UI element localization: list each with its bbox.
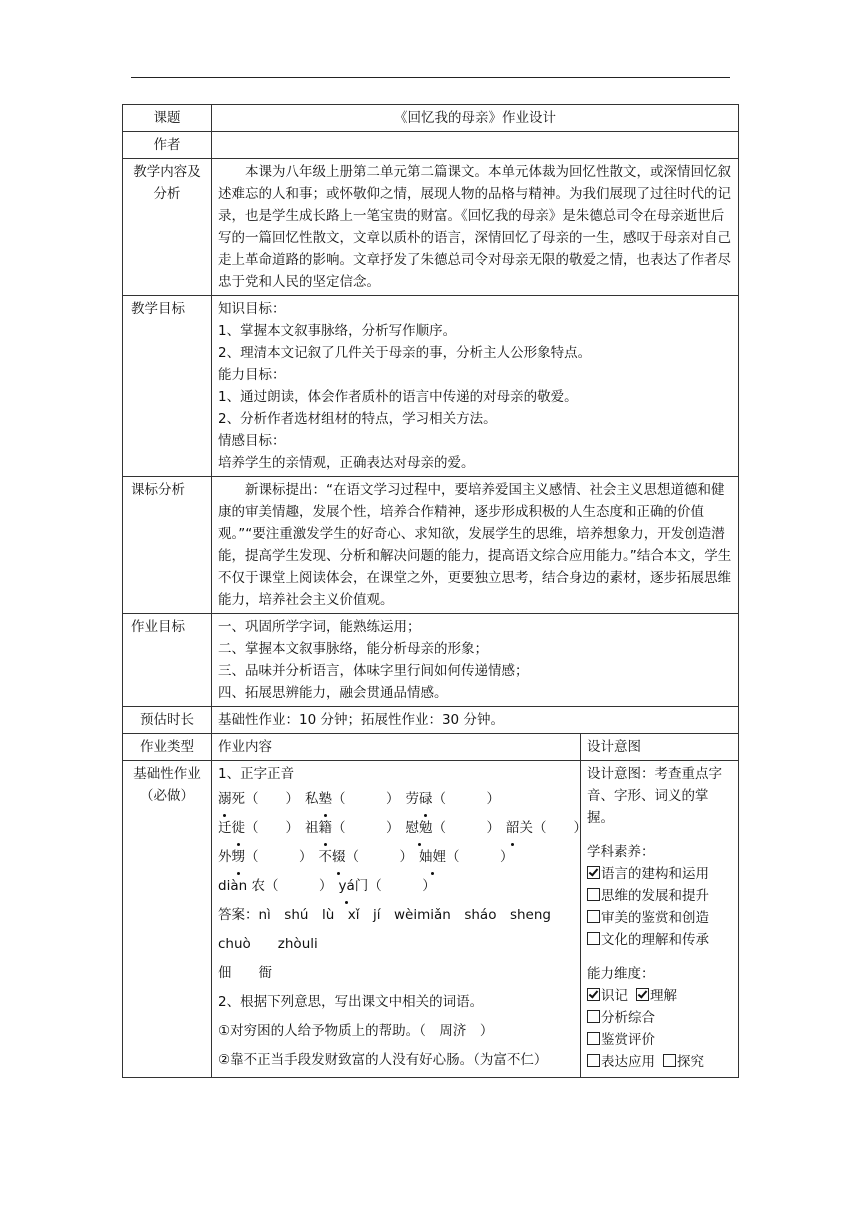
dotted-character: 溺: [218, 785, 232, 814]
checkbox-item: [587, 885, 732, 907]
checkbox-item: [587, 985, 628, 1007]
pronounce-item: [218, 878, 332, 894]
header-rule: [131, 77, 730, 78]
checkbox-item: [587, 929, 732, 951]
goals-line: 能力目标：: [218, 367, 286, 383]
hw-goal-line: 二、掌握本文叙事脉络，能分析母亲的形象；: [218, 641, 488, 657]
goals-line: 培养学生的亲情观，正确表达对母亲的爱。: [218, 455, 475, 471]
content-header: 作业内容: [212, 734, 581, 761]
unchecked-box-icon[interactable]: [587, 888, 600, 901]
hw-goal-line: 一、巩固所学字词，能熟练运用；: [218, 619, 421, 635]
pronounce-blank: （ ）: [432, 791, 500, 807]
ability-title: 能力维度：: [587, 966, 655, 982]
pronounce-blank: （ ）: [245, 849, 313, 865]
standard-label: 课标分析: [123, 477, 212, 614]
unchecked-box-icon[interactable]: [587, 932, 600, 945]
pronounce-text: 不: [318, 849, 332, 865]
hw-goal-list: [212, 614, 739, 707]
goals-list: [212, 296, 739, 477]
standard-text: 新课标提出：“在语文学习过程中，要培养爱国主义感情、社会主义思想道德和健康的审美情趣，发展个性，培养合作精神，逐步形成积极的人生态度和正确的价值观。”“要注重激发学生的好奇心、求知欲，发展学生的思维，培养想象力，开发创造潜能，提高学生发现、分析和解决问题的能力，提高语文综合应用能力。”结合本文，学生不仅于课堂上阅读体会，在课堂之外，更要独立思考，结合身边的素材，逐步拓展思维能力，培养社会主义价值观。: [218, 482, 732, 608]
dotted-character: 碌: [419, 785, 433, 814]
pronounce-item: [406, 820, 501, 836]
dotted-character: 韶: [506, 814, 520, 843]
checkbox-label: 表达应用: [601, 1054, 655, 1070]
pronounce-blank: （ ）: [245, 820, 299, 836]
checkbox-item: [587, 1051, 655, 1073]
row-goals: [123, 296, 739, 477]
goals-line: 2、分析作者选材组材的特点，学习相关方法。: [218, 411, 497, 427]
goals-line: 情感目标：: [218, 433, 286, 449]
topic-label: 课题: [123, 105, 212, 132]
unchecked-box-icon[interactable]: [587, 910, 600, 923]
dotted-character: 慰勉: [406, 814, 433, 843]
q2-item-1: ①对穷困的人给予物质上的帮助。（ 周济 ）: [218, 1023, 494, 1039]
q1-row-1: [218, 785, 574, 814]
pronounce-item: [305, 791, 400, 807]
literacy-title: 学科素养：: [587, 844, 655, 860]
pronounce-blank: （ ）: [332, 820, 400, 836]
q2-item-2: ②靠不正当手段发财致富的人没有好心肠。（为富不仁）: [218, 1052, 548, 1068]
pronounce-blank: （ ）: [432, 820, 500, 836]
pronounce-blank: 死（ ）: [231, 791, 299, 807]
checkbox-item: [587, 907, 732, 929]
hw-goal-line: 三、品味并分析语言，体味字里行间如何传递情感；: [218, 663, 529, 679]
ability-list: [587, 985, 732, 1073]
checked-box-icon[interactable]: [587, 866, 600, 879]
dotted-character: 徙: [232, 814, 246, 843]
q1-answer: [218, 901, 574, 930]
pronounce-item: [406, 791, 501, 807]
row-headers: [123, 734, 739, 761]
q2-title: 2、根据下列意思，写出课文中相关的词语。: [218, 994, 484, 1010]
type-header: 作业类型: [123, 734, 212, 761]
hw-goal-label: 作业目标: [123, 614, 212, 707]
pronounce-item: [338, 878, 435, 894]
pronounce-text: 祖: [305, 820, 319, 836]
pronounce-blank: 门（ ）: [354, 878, 436, 894]
row-author: [123, 132, 739, 159]
goals-line: 1、掌握本文叙事脉络，分析写作顺序。: [218, 323, 457, 339]
pronounce-text: 劳: [405, 791, 419, 807]
checkbox-label: 鉴赏评价: [601, 1032, 655, 1048]
checkbox-item: [587, 863, 732, 885]
intent-cell: [581, 761, 739, 1078]
checkbox-label: 思维的发展和提升: [601, 888, 709, 904]
q1-answer-label: 答案：: [218, 907, 259, 923]
time-value: 基础性作业：10 分钟；拓展性作业：30 分钟。: [212, 707, 739, 734]
checkbox-label: 审美的鉴赏和创造: [601, 910, 709, 926]
homework-design-table: [122, 104, 739, 1078]
checkbox-item: [636, 985, 677, 1007]
dotted-character: 辍: [332, 843, 346, 872]
content-text: 本课为八年级上册第二单元第二篇课文。本单元体裁为回忆性散文，或深情回忆叙述难忘的人和事；或怀敬仰之情，展现人物的品格与精神。为我们展现了过往时代的记录，也是学生成长路上一笔宝贵的财富。《回忆我的母亲》是朱德总司令在母亲逝世后写的一篇回忆性散文，文章以质朴的语言，深情回忆了母亲的一生，感叹于母亲对自己走上革命道路的影响。文章抒发了朱德总司令对母亲无限的敬爱之情，也表达了作者尽忠于党和人民的坚定信念。: [218, 164, 731, 290]
q1-answer-pinyin-2: chuò zhòuli: [218, 936, 318, 952]
checkbox-label: 理解: [650, 988, 677, 1004]
checkbox-item: [663, 1051, 704, 1073]
q1-title: 1、正字正音: [218, 766, 295, 782]
pronounce-blank: 关（ ）: [519, 820, 587, 836]
unchecked-box-icon[interactable]: [663, 1054, 676, 1067]
checked-box-icon[interactable]: [587, 988, 600, 1001]
dotted-character: 妯娌: [419, 843, 446, 872]
goals-line: 1、通过朗读，体会作者质朴的语言中传递的对母亲的敬爱。: [218, 389, 578, 405]
checkbox-label: 识记: [601, 988, 628, 1004]
basic-label: 基础性作业（必做）: [123, 761, 212, 1078]
checkbox-label: 文化的理解和传承: [601, 932, 709, 948]
hw-goal-line: 四、拓展思辨能力，融会贯通品情感。: [218, 685, 448, 701]
row-hw-goal: [123, 614, 739, 707]
unchecked-box-icon[interactable]: [587, 1010, 600, 1023]
checkbox-label: 探究: [677, 1054, 704, 1070]
literacy-list: [587, 863, 732, 951]
checkbox-item: [587, 1007, 655, 1029]
unchecked-box-icon[interactable]: [587, 1032, 600, 1045]
q1-answer-chars: 佃 衙: [218, 965, 272, 981]
pronounce-item: [305, 820, 400, 836]
row-topic: [123, 105, 739, 132]
row-content: [123, 159, 739, 296]
row-basic: [123, 761, 739, 1078]
basic-content: [212, 761, 587, 1078]
pronounce-item: [218, 791, 299, 807]
row-standard: [123, 477, 739, 614]
goals-line: 2、理清本文记叙了几件关于母亲的事，分析主人公形象特点。: [218, 345, 592, 361]
goals-label: 教学目标: [123, 296, 212, 477]
pronounce-text: 私: [305, 791, 319, 807]
pronounce-blank: （ ）: [446, 849, 514, 865]
pronounce-text: 外: [218, 849, 232, 865]
q1-row-3: [218, 843, 574, 872]
pronounce-item: [218, 820, 299, 836]
dotted-character: yá: [338, 872, 354, 901]
topic-value: 《回忆我的母亲》作业设计: [212, 105, 739, 132]
intent-text: 设计意图：考查重点字音、字形、词义的掌握。: [587, 766, 722, 826]
content-label: 教学内容及分析: [123, 159, 212, 296]
q1-row-4: [218, 872, 574, 901]
pronounce-item: [506, 820, 587, 836]
checkbox-item: [587, 1029, 655, 1051]
pronounce-blank: （ ）: [264, 878, 333, 894]
checked-box-icon[interactable]: [636, 988, 649, 1001]
pronounce-blank: （ ）: [345, 849, 413, 865]
author-label: 作者: [123, 132, 212, 159]
author-value: [212, 132, 739, 159]
q1-row-2: [218, 814, 587, 843]
unchecked-box-icon[interactable]: [587, 1054, 600, 1067]
intent-header: 设计意图: [581, 734, 739, 761]
dotted-character: 籍: [319, 814, 333, 843]
row-time: [123, 707, 739, 734]
dotted-character: 塾: [319, 785, 333, 814]
pronounce-item: [218, 849, 313, 865]
checkbox-label: 分析综合: [601, 1010, 655, 1026]
time-label: 预估时长: [123, 707, 212, 734]
pronounce-text: diàn 农: [218, 878, 265, 894]
goals-line: 知识目标：: [218, 301, 286, 317]
pronounce-item: [419, 849, 514, 865]
checkbox-label: 语言的建构和运用: [601, 866, 709, 882]
pronounce-item: [319, 849, 414, 865]
q1-answer-pinyin-1: nì shú lù xǐ jí wèimiǎn sháo sheng: [258, 907, 551, 923]
pronounce-text: 迁: [218, 820, 232, 836]
pronounce-blank: （ ）: [332, 791, 400, 807]
dotted-character: 甥: [232, 843, 246, 872]
